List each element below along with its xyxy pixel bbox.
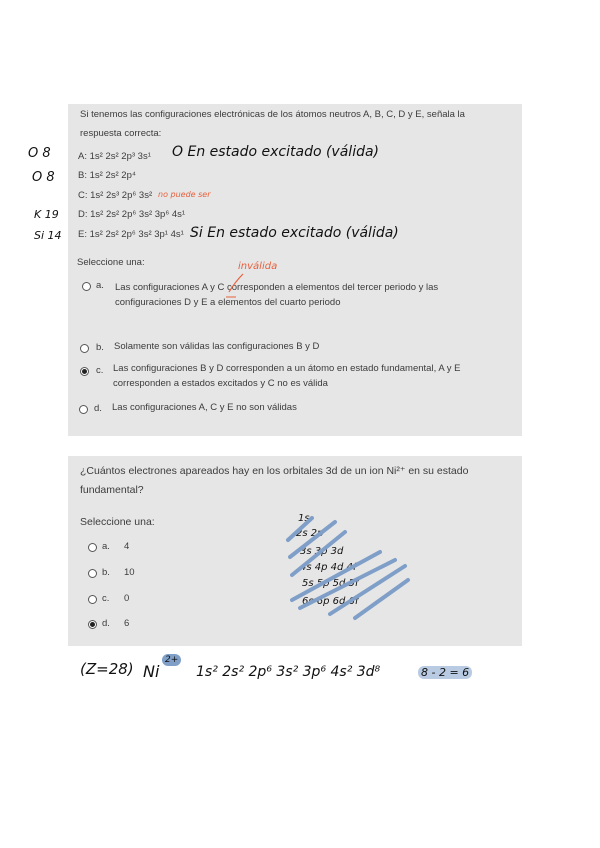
invalida-arrow [229, 274, 243, 292]
q2-option-c-letter: c. [102, 593, 110, 604]
q1-option-a-line2[interactable]: configuraciones D y E a elementos del cuarto periodo [115, 297, 341, 308]
q1-option-d-line1[interactable]: Las configuraciones A, C y E no son válidas [112, 402, 297, 413]
q2-select-label: Seleccione una: [80, 516, 155, 528]
q2-option-c-text[interactable]: 0 [124, 593, 130, 604]
footer-charge: 2+ [162, 654, 181, 666]
note-config-e: Si En estado excitado (válida) [190, 225, 399, 241]
footer-z-label: (Z=28) [80, 660, 134, 678]
q2-option-b-letter: b. [102, 567, 110, 578]
margin-note-d: K 19 [34, 208, 59, 221]
q1-option-c-letter: c. [96, 365, 104, 376]
q1-option-c-line1[interactable]: Las configuraciones B y D corresponden a un átomo en estado fundamental, A y E [113, 363, 461, 374]
config-b: B: 1s² 2s² 2p⁴ [78, 170, 136, 181]
q2-prompt-line2: fundamental? [80, 484, 144, 496]
footer-ion: Ni [143, 662, 160, 681]
config-d: D: 1s² 2s² 2p⁶ 3s² 3p⁶ 4s¹ [78, 209, 186, 220]
q2-prompt-line1: ¿Cuántos electrones apareados hay en los orbitales 3d de un ion Ni²⁺ en su estado [80, 465, 469, 477]
q2-option-a-text[interactable]: 4 [124, 541, 130, 552]
note-config-c: no puede ser [158, 190, 211, 199]
q2-option-a-letter: a. [102, 541, 110, 552]
q1-option-d-letter: d. [94, 403, 102, 414]
q1-option-b-letter: b. [96, 342, 104, 353]
diagram-row-1: 1s [298, 513, 310, 524]
q1-select-label: Seleccione una: [77, 257, 145, 268]
q2-option-d-letter: d. [102, 618, 110, 629]
q1-option-a-line1[interactable]: Las configuraciones A y C corresponden a elementos del tercer periodo y las [115, 282, 439, 293]
q1-prompt-line1: Si tenemos las configuraciones electrónicas de los átomos neutros A, B, C, D y E, señala la [80, 109, 465, 120]
margin-note-a: O 8 [28, 146, 51, 161]
diagram-row-3: 3s 3p 3d [300, 546, 344, 557]
q1-option-a-letter: a. [96, 280, 104, 291]
margin-note-b: O 8 [32, 170, 55, 185]
config-a: A: 1s² 2s² 2p³ 3s¹ [78, 151, 151, 162]
config-e: E: 1s² 2s² 2p⁶ 3s² 3p¹ 4s¹ [78, 229, 184, 240]
config-c: C: 1s² 2s³ 2p⁶ 3s² [78, 190, 153, 201]
footer-config: 1s² 2s² 2p⁶ 3s² 3p⁶ 4s² 3d⁸ [196, 664, 381, 680]
q1-option-b-line1[interactable]: Solamente son válidas las configuraciones B y D [114, 341, 320, 352]
diagram-row-4: 4s 4p 4d 4f [300, 562, 357, 573]
diagram-row-2: 2s 2p [296, 528, 324, 539]
margin-note-e: Si 14 [34, 229, 62, 242]
q1-option-c-line2[interactable]: corresponden a estados excitados y C no es válida [113, 378, 328, 389]
q2-option-b-text[interactable]: 10 [124, 567, 135, 578]
aufbau-arrows [288, 518, 408, 618]
note-config-a: O En estado excitado (válida) [172, 144, 380, 160]
footer-result-value: 8 - 2 = 6 [418, 666, 472, 679]
footer-result [418, 666, 472, 679]
annotation-invalida: inválida [238, 261, 278, 272]
q2-option-d-text[interactable]: 6 [124, 618, 130, 629]
diagram-row-6: 6s 6p 6d 6f [302, 596, 359, 607]
q1-prompt-line2: respuesta correcta: [80, 128, 162, 139]
diagram-row-5: 5s 5p 5d 5f [302, 578, 359, 589]
